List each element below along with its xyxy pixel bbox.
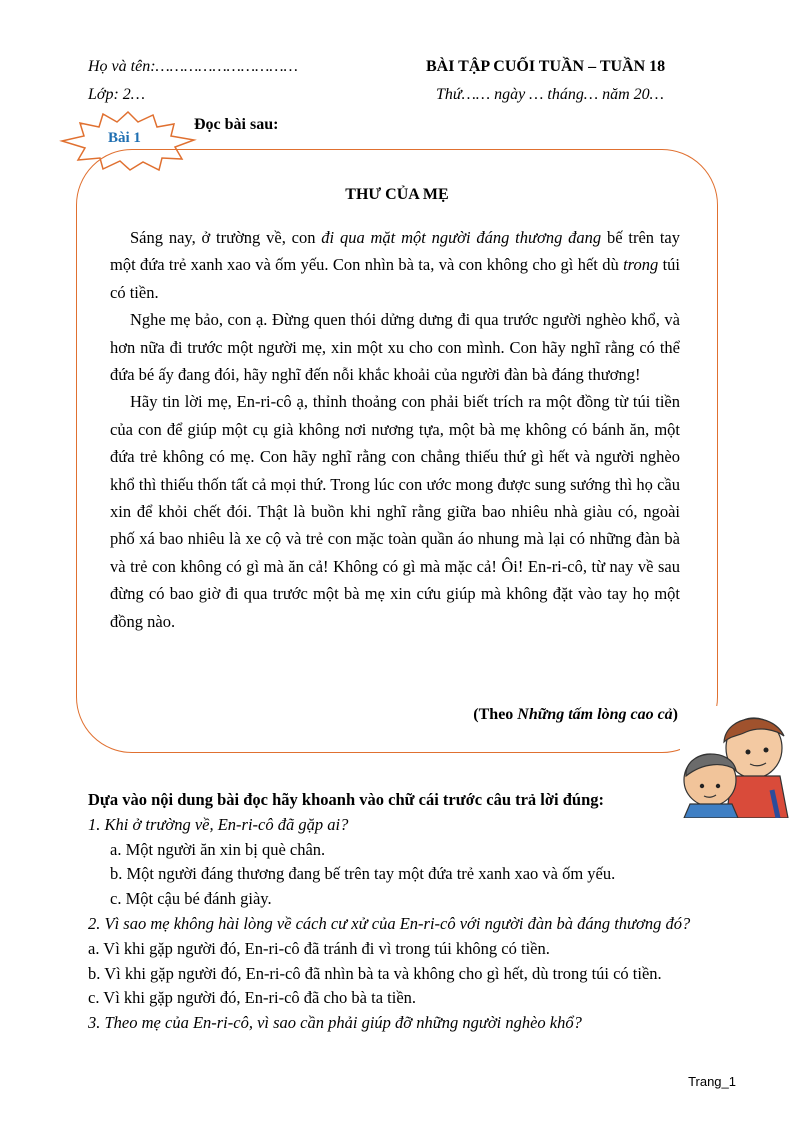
class-field: Lớp: 2… xyxy=(88,86,145,103)
q2-option-b: b. Vì khi gặp người đó, En-ri-cô đã nhìn bà ta và không cho gì hết, dù trong túi có tiền. xyxy=(88,963,662,983)
q2-option-c: c. Vì khi gặp người đó, En-ri-cô đã cho bà ta tiền. xyxy=(88,988,417,1008)
q2-option-a: a. Vì khi gặp người đó, En-ri-cô đã tránh đi vì trong túi không có tiền. xyxy=(88,938,550,958)
q1-option-a: a. Một người ăn xin bị què chân. xyxy=(110,839,326,859)
q1-option-c: c. Một cậu bé đánh giày. xyxy=(110,889,272,909)
question-2: 2. Vì sao mẹ không hài lòng về cách cư xử của En-ri-cô với người đàn bà đáng thương đó? xyxy=(88,913,691,933)
story-text-run: bế trên tay một đứa trẻ xanh xao và ốm yếu. Con nhìn bà ta, và con không cho gì hết dù xyxy=(110,228,680,275)
exercise-badge-label: Bài 1 xyxy=(108,130,141,146)
questions-instruction: Dựa vào nội dung bài đọc hãy khoanh vào chữ cái trước câu trả lời đúng: xyxy=(88,790,605,809)
exercise-instruction: Đọc bài sau: xyxy=(194,116,279,133)
story-italic-run: trong xyxy=(623,255,659,275)
story-paragraph-3: Hãy tin lời mẹ, En-ri-cô ạ, thỉnh thoảng con phải biết trích ra một đồng từ túi tiền của con để giúp một cụ già không nơi nương tựa, một bà mẹ không có bánh ăn, một đứa trẻ không có mẹ. Con hãy nghĩ rằng con chẳng thiếu thứ gì hết và người nghèo khổ thì thiếu thốn tất cả mọi thứ. Trong lúc con ước mong được sung sướng thì họ cầu xin để khỏi chết đói. Thật là buồn khi nghĩ rằng giữa bao nhiêu nhà giàu có, ngoài phố xá bao nhiêu là xe cộ và trẻ con mặc toàn quần áo nhung mà lại có những đàn bà và trẻ con không có gì mà ăn cả! Không có gì mà mặc cả! Ôi! En-ri-cô, từ nay về sau đừng có bao giờ đi qua trước một bà mẹ xin cứu giúp mà không đặt vào tay họ một đồng nào. xyxy=(110,392,680,631)
story-text-run: túi có tiền. xyxy=(110,255,680,302)
date-field: Thứ…… ngày … tháng… năm 20… xyxy=(436,86,664,103)
worksheet-title: BÀI TẬP CUỐI TUẦN – TUẦN 18 xyxy=(426,58,666,75)
story-body xyxy=(110,224,680,635)
page-number: Trang_1 xyxy=(688,1074,736,1089)
name-field: Họ và tên:………………………… xyxy=(88,58,298,75)
story-title: THƯ CỦA MẸ xyxy=(345,186,449,203)
question-3: 3. Theo mẹ của En-ri-cô, vì sao cần phải giúp đỡ những người nghèo khổ? xyxy=(88,1013,582,1033)
question-1: 1. Khi ở trường về, En-ri-cô đã gặp ai? xyxy=(88,814,349,834)
story-italic-run: đi qua mặt một người đáng thương đang xyxy=(321,228,602,247)
source-suffix: ) xyxy=(672,706,678,723)
questions-section xyxy=(88,788,742,1036)
story-text-run: Sáng nay, ở trường về, con xyxy=(130,228,322,247)
source-book-title: Những tấm lòng cao cả xyxy=(517,706,673,723)
story-paragraph-2: Nghe mẹ bảo, con ạ. Đừng quen thói dửng dưng đi qua trước người nghèo khổ, và hơn nữa đi trước một người mẹ, xin một xu cho con mình. Con hãy nghĩ rằng có thể đứa bé ấy đang đói, hãy nghĩ đến nỗi khắc khoải của người đàn bà đáng thương! xyxy=(110,310,680,385)
story-paragraph-1 xyxy=(110,224,680,306)
q1-option-b: b. Một người đáng thương đang bế trên tay một đứa trẻ xanh xao và ốm yếu. xyxy=(110,864,616,884)
source-prefix: (Theo xyxy=(473,706,518,723)
story-source xyxy=(473,706,678,724)
